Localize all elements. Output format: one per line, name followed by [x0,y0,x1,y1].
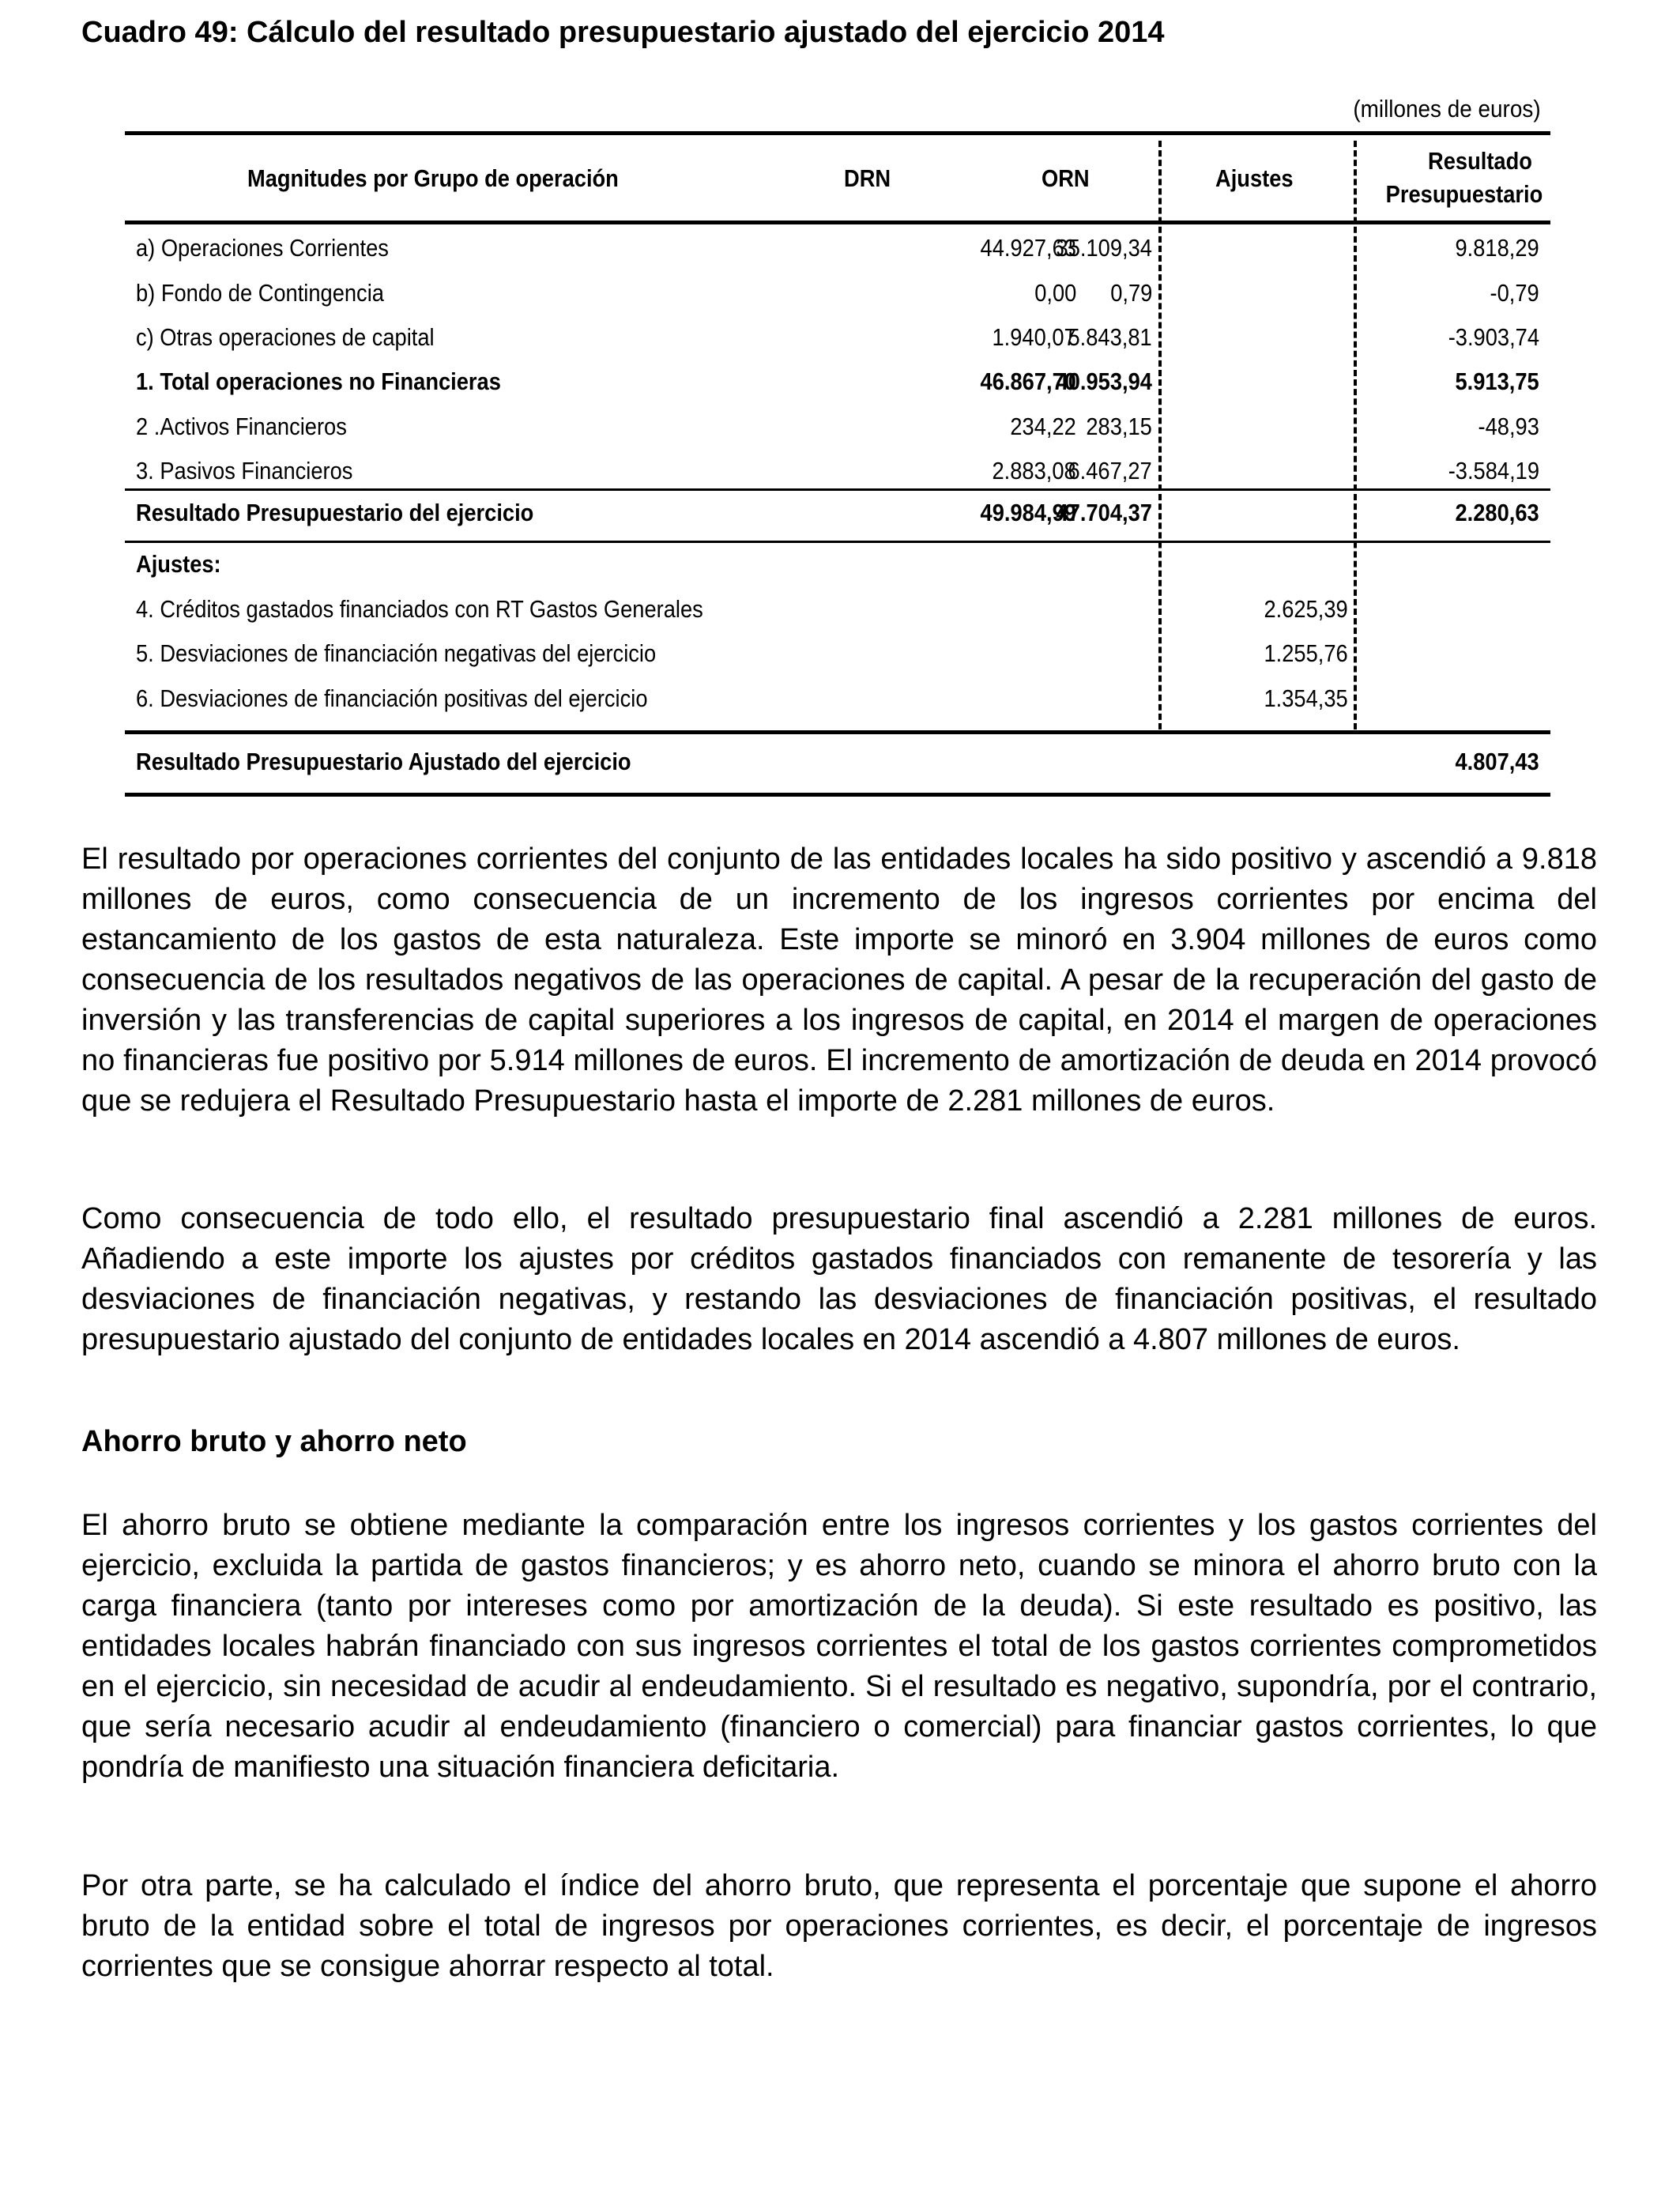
row-label: 5. Desviaciones de financiación negativas del ejercicio [136,639,657,667]
row-label: 2 .Activos Financieros [136,413,347,440]
cell-resultado: 4.807,43 [1455,748,1539,775]
table-bottom-rule [125,793,1550,797]
row-label: Resultado Presupuestario del ejercicio [136,499,534,526]
cell-orn: 0,79 [1109,279,1152,307]
header-resultado: Presupuestario [1385,180,1543,208]
row-label: Resultado Presupuestario Ajustado del ejercicio [136,748,631,775]
cell-orn: 47.704,37 [1056,499,1152,526]
paragraph: Como consecuencia de todo ello, el resultado presupuestario final ascendió a 2.281 millones de euros. Añadiendo a este importe los ajustes por créditos gastados financiados con remanente de tesorería y las desviaciones de financiación negativas, y restando las desviaciones de financiación positivas, el resultado presupuestario ajustado del conjunto de entidades locales en 2014 ascendió a 4.807 millones de euros. [81,1202,1597,1356]
row-label: c) Otras operaciones de capital [136,323,435,351]
cell-drn: 49.984,99 [980,499,1076,526]
cell-ajustes: 1.255,76 [1264,639,1348,667]
row-label: 4. Créditos gastados financiados con RT Gastos Generales [136,595,703,623]
table-top-rule [125,131,1550,135]
page-title: Cuadro 49: Cálculo del resultado presupuestario ajustado del ejercicio 2014 [81,16,1165,49]
row-label: b) Fondo de Contingencia [136,279,384,307]
header-orn: ORN [1042,164,1090,192]
paragraph: El ahorro bruto se obtiene mediante la comparación entre los ingresos corrientes y los gastos corrientes del ejercicio, excluida la partida de gastos financieros; y es ahorro neto, cuando se minora el ahorro bruto con la carga financiera (tanto por intereses como por amortización de la deuda). Si este resultado es positivo, las entidades locales habrán financiado con sus ingresos corrientes el total de los gastos corrientes comprometidos en el ejercicio, sin necesidad de acudir al endeudamiento. Si el resultado es negativo, supondría, por el contrario, que sería necesario acudir al endeudamiento (financiero o comercial) para financiar gastos corrientes, lo que pondría de manifiesto una situación financiera deficitaria. [81,1509,1597,1784]
cell-resultado: -3.584,19 [1448,457,1539,484]
cell-drn: 234,22 [1010,413,1076,440]
cell-resultado: -48,93 [1478,413,1539,440]
ajustes-title: Ajustes: [136,550,221,578]
cell-orn: 35.109,34 [1056,234,1152,262]
cell-orn: 6.467,27 [1068,457,1152,484]
cell-ajustes: 2.625,39 [1264,595,1348,623]
cell-drn: 0,00 [1034,279,1076,307]
units-note: (millones de euros) [1353,95,1541,123]
section-rule [125,730,1550,734]
cell-resultado: 2.280,63 [1455,499,1539,526]
cell-resultado: -0,79 [1490,279,1539,307]
cell-resultado: 9.818,29 [1455,234,1539,262]
cell-drn: 44.927,63 [980,234,1076,262]
header-bottom-rule [125,221,1550,224]
cell-ajustes: 1.354,35 [1264,684,1348,712]
header-ajustes: Ajustes [1215,164,1294,192]
cell-resultado: 5.913,75 [1455,368,1539,395]
cell-orn: 283,15 [1086,413,1152,440]
budget-result-table [125,131,1550,797]
row-label: 3. Pasivos Financieros [136,457,353,484]
section-rule [125,488,1550,491]
row-label: a) Operaciones Corrientes [136,234,389,262]
paragraph: Por otra parte, se ha calculado el índice del ahorro bruto, que representa el porcentaje que supone el ahorro bruto de la entidad sobre el total de ingresos por operaciones corrientes, es decir, el porcentaje de ingresos corrientes que se consigue ahorrar respecto al total. [81,1869,1597,1983]
column-divider [1158,141,1162,729]
cell-drn: 2.883,08 [992,457,1076,484]
header-drn: DRN [844,164,891,192]
cell-resultado: -3.903,74 [1448,323,1539,351]
cell-drn: 46.867,70 [980,368,1076,395]
cell-orn: 40.953,94 [1056,368,1152,395]
header-resultado: Resultado [1428,147,1532,175]
section-heading: Ahorro bruto y ahorro neto [81,1425,467,1458]
row-label: 1. Total operaciones no Financieras [136,368,501,395]
cell-drn: 1.940,07 [992,323,1076,351]
cell-orn: 5.843,81 [1068,323,1152,351]
header-concept: Magnitudes por Grupo de operación [247,164,619,192]
paragraph: El resultado por operaciones corrientes del conjunto de las entidades locales ha sido positivo y ascendió a 9.818 millones de euros, como consecuencia de un incremento de los ingresos corrientes por encima del estancamiento de los gastos de esta naturaleza. Este importe se minoró en 3.904 millones de euros como consecuencia de los resultados negativos de las operaciones de capital. A pesar de la recuperación del gasto de inversión y las transferencias de capital superiores a los ingresos de capital, en 2014 el margen de operaciones no financieras fue positivo por 5.914 millones de euros. El incremento de amortización de deuda en 2014 provocó que se redujera el Resultado Presupuestario hasta el importe de 2.281 millones de euros. [81,843,1597,1118]
row-label: 6. Desviaciones de financiación positivas del ejercicio [136,684,648,712]
column-divider [1354,141,1357,729]
section-rule [125,541,1550,543]
